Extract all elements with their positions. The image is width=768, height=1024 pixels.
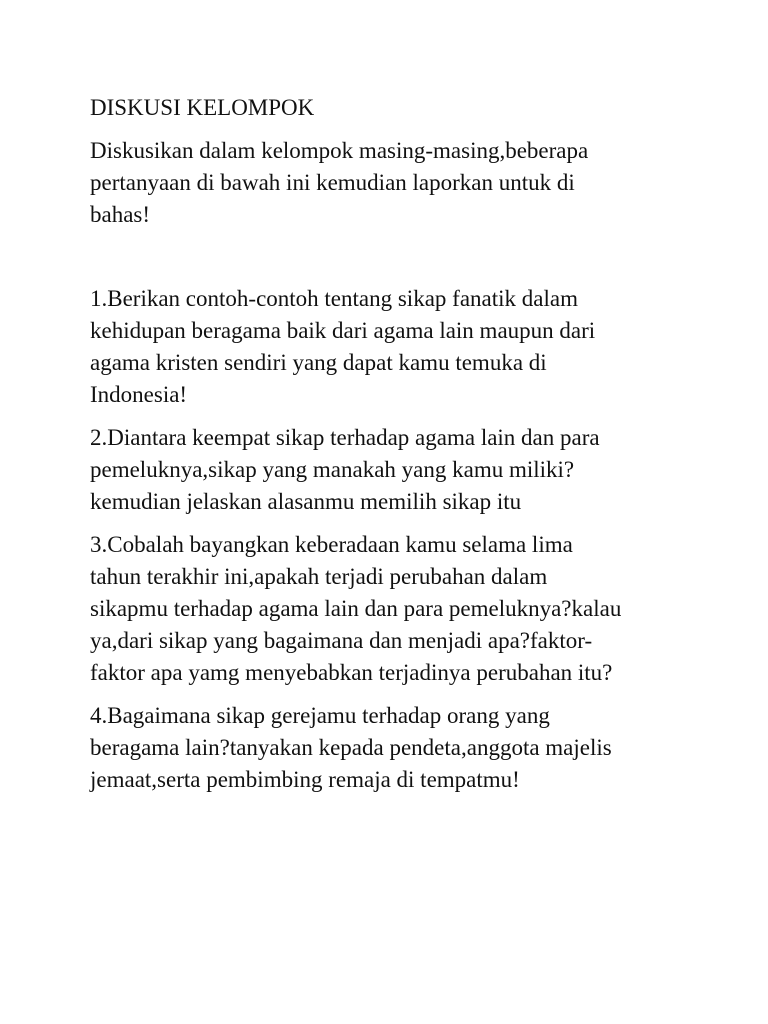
question-line: kehidupan beragama baik dari agama lain maupun dari [90, 318, 596, 343]
paragraph-spacer [90, 231, 690, 283]
question-line: 3.Cobalah bayangkan keberadaan kamu selama lima [90, 532, 573, 557]
question-line: ya,dari sikap yang bagaimana dan menjadi apa?faktor- [90, 628, 593, 653]
document-page [90, 92, 690, 807]
question-1 [90, 283, 690, 411]
question-line: 4.Bagaimana sikap gerejamu terhadap orang yang [90, 703, 550, 728]
question-line: tahun terakhir ini,apakah terjadi perubahan dalam [90, 564, 548, 589]
question-line: 2.Diantara keempat sikap terhadap agama lain dan para [90, 425, 600, 450]
question-line: Indonesia! [90, 382, 188, 407]
question-line: agama kristen sendiri yang dapat kamu temuka di [90, 350, 547, 375]
question-line: jemaat,serta pembimbing remaja di tempatmu! [90, 767, 520, 792]
intro-line: Diskusikan dalam kelompok masing-masing,beberapa [90, 138, 589, 163]
question-3 [90, 529, 690, 689]
question-line: 1.Berikan contoh-contoh tentang sikap fanatik dalam [90, 286, 578, 311]
intro-line: pertanyaan di bawah ini kemudian laporkan untuk di [90, 170, 575, 195]
intro-paragraph [90, 135, 690, 231]
question-line: beragama lain?tanyakan kepada pendeta,anggota majelis [90, 735, 612, 760]
document-title: DISKUSI KELOMPOK [90, 95, 315, 120]
question-4 [90, 700, 690, 796]
intro-line: bahas! [90, 202, 151, 227]
question-2 [90, 422, 690, 518]
question-line: kemudian jelaskan alasanmu memilih sikap itu [90, 489, 522, 514]
question-line: faktor apa yamg menyebabkan terjadinya perubahan itu? [90, 660, 613, 685]
question-line: sikapmu terhadap agama lain dan para pemeluknya?kalau [90, 596, 622, 621]
question-line: pemeluknya,sikap yang manakah yang kamu miliki? [90, 457, 575, 482]
